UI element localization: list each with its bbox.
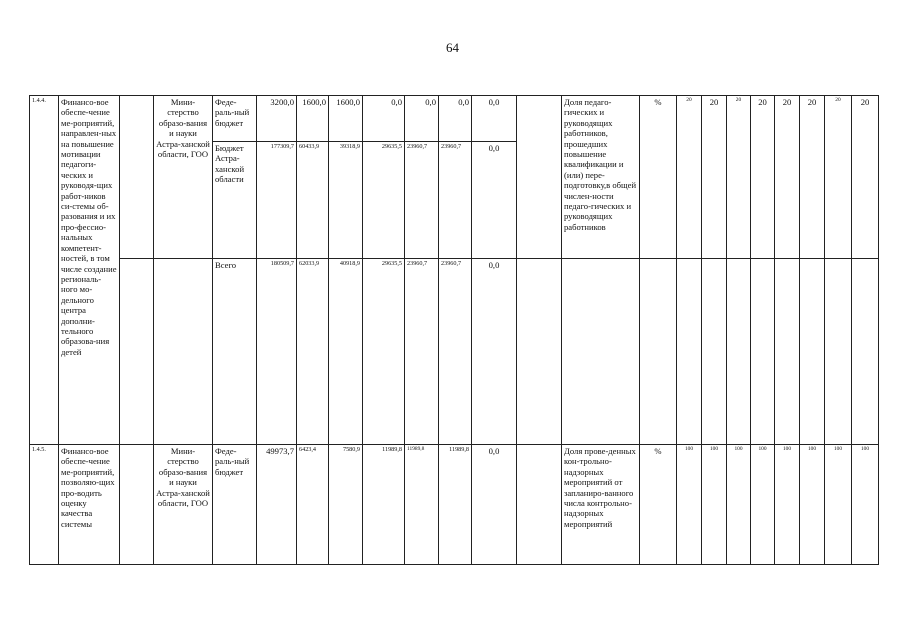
funding-source: Бюджет Астра-ханской области (213, 142, 257, 259)
target-value: 20 (751, 96, 775, 259)
empty-cell (517, 96, 562, 259)
funding-total: 49973,7 (257, 445, 297, 565)
funding-year-1: 1600,0 (297, 96, 329, 142)
target-value: 100 (800, 445, 825, 565)
table-row (30, 259, 879, 445)
funding-year-4: 23960,7 (405, 142, 439, 259)
funding-year-1: 60433,9 (297, 142, 329, 259)
program-table (29, 95, 879, 565)
funding-year-2: 7580,9 (329, 445, 363, 565)
empty-cell (640, 259, 677, 445)
funding-year-3: 11989,8 (363, 445, 405, 565)
row-code: 1.4.5. (30, 445, 59, 565)
funding-year-1: 6423,4 (297, 445, 329, 565)
funding-year-4: 11989,8 (405, 445, 439, 565)
row-code: 1.4.4. (30, 96, 59, 445)
target-value: 20 (677, 96, 702, 259)
target-value: 20 (702, 96, 727, 259)
empty-cell (562, 259, 640, 445)
empty-cell (751, 259, 775, 445)
funding-year-2: 40918,9 (329, 259, 363, 445)
measure-name: Финансо-вое обеспе-чение ме-роприятий, направлен-ных на повышение мотивации педагоги-ческих и руководя-щих работ-ников си-стемы об-разования и их про-фессио-нальных компетент-ностей, в том числе создание региональ-ного мо-дельного центра дополни-тельного образова-ния детей (59, 96, 120, 445)
funding-year-2: 39318,9 (329, 142, 363, 259)
funding-year-5: 23960,7 (439, 142, 472, 259)
target-value: 20 (727, 96, 751, 259)
table-row (30, 96, 879, 142)
target-value: 100 (852, 445, 879, 565)
funding-year-5: 11989,8 (439, 445, 472, 565)
target-value: 100 (677, 445, 702, 565)
funding-year-6: 0,0 (472, 445, 517, 565)
funding-year-6: 0,0 (472, 96, 517, 142)
funding-total: 3200,0 (257, 96, 297, 142)
indicator: Доля педаго-гических и руководящих работников, прошедших повышение квалификации и (или) пере-подготовку,в общей числен-ности педаго-гических и руководящих работников (562, 96, 640, 259)
empty-cell (517, 445, 562, 565)
funding-year-6: 0,0 (472, 259, 517, 445)
page-number: 64 (446, 40, 459, 55)
target-value: 20 (775, 96, 800, 259)
empty-cell (517, 259, 562, 445)
funding-source: Феде-раль-ный бюджет (213, 96, 257, 142)
empty-cell (800, 259, 825, 445)
funding-year-6: 0,0 (472, 142, 517, 259)
funding-year-3: 29635,5 (363, 142, 405, 259)
executor: Мини-стерство образо-вания и науки Астра-ханской области, ГОО (154, 96, 213, 259)
indicator: Доля прове-денных кон-трольно-надзорных мероприятий от запланиро-ванного числа контрольно-надзорных мероприятий (562, 445, 640, 565)
empty-cell (727, 259, 751, 445)
funding-year-3: 29635,5 (363, 259, 405, 445)
indicator-unit: % (640, 96, 677, 259)
funding-total: 180509,7 (257, 259, 297, 445)
funding-year-4: 0,0 (405, 96, 439, 142)
empty-cell (120, 445, 154, 565)
executor: Мини-стерство образо-вания и науки Астра-ханской области, ГОО (154, 445, 213, 565)
empty-cell (852, 259, 879, 445)
funding-year-1: 62033,9 (297, 259, 329, 445)
indicator-unit: % (640, 445, 677, 565)
funding-source: Всего (213, 259, 257, 445)
target-value: 100 (702, 445, 727, 565)
target-value: 100 (727, 445, 751, 565)
funding-year-5: 0,0 (439, 96, 472, 142)
target-value: 20 (852, 96, 879, 259)
funding-total: 177309,7 (257, 142, 297, 259)
funding-year-5: 23960,7 (439, 259, 472, 445)
target-value: 100 (825, 445, 852, 565)
funding-year-3: 0,0 (363, 96, 405, 142)
table-row (30, 445, 879, 565)
target-value: 100 (751, 445, 775, 565)
empty-cell (120, 96, 154, 259)
empty-cell (677, 259, 702, 445)
empty-cell (702, 259, 727, 445)
target-value: 20 (825, 96, 852, 259)
empty-cell (154, 259, 213, 445)
target-value: 20 (800, 96, 825, 259)
empty-cell (120, 259, 154, 445)
target-value: 100 (775, 445, 800, 565)
funding-year-2: 1600,0 (329, 96, 363, 142)
funding-year-4: 23960,7 (405, 259, 439, 445)
measure-name: Финансо-вое обеспе-чение ме-роприятий, позволяю-щих про-водить оценку качества системы (59, 445, 120, 565)
empty-cell (775, 259, 800, 445)
funding-source: Феде-раль-ный бюджет (213, 445, 257, 565)
empty-cell (825, 259, 852, 445)
